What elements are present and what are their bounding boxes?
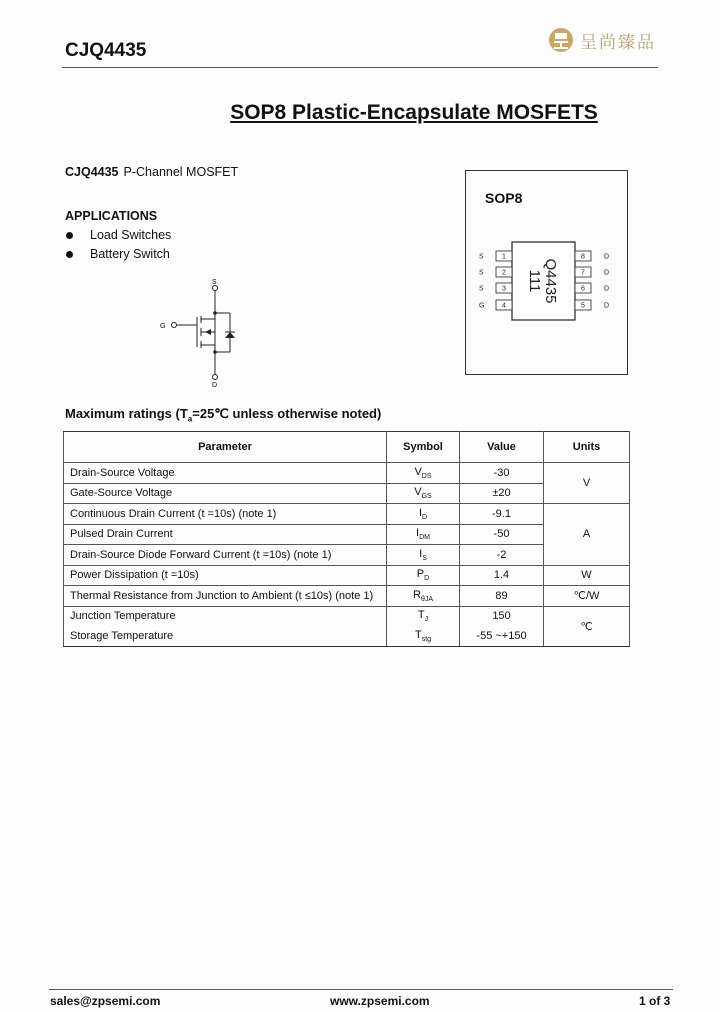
footer-divider bbox=[49, 989, 673, 990]
table-header-row bbox=[64, 432, 630, 463]
symbol-cell: $I_{DM}$ bbox=[387, 524, 460, 545]
param-cell: Gate-Source Voltage bbox=[64, 483, 387, 504]
ratings-title-sub: a bbox=[187, 414, 193, 424]
symbol-cell: $V_{GS}$ bbox=[387, 483, 460, 504]
pin-label: D bbox=[604, 253, 610, 261]
pin-right bbox=[575, 251, 609, 261]
header-divider bbox=[62, 67, 658, 68]
gate-label: G bbox=[160, 323, 166, 330]
bullet-icon bbox=[66, 232, 73, 239]
param-cell: Thermal Resistance from Junction to Ambient (t ≤10s) (note 1) bbox=[64, 586, 387, 607]
sop8-package bbox=[470, 235, 620, 325]
param-cell: Pulsed Drain Current bbox=[64, 524, 387, 545]
value-cell: -50 bbox=[460, 524, 544, 545]
table-row bbox=[64, 586, 630, 607]
pin-label: S bbox=[479, 285, 484, 293]
chip-marking-part: Q4435 bbox=[542, 258, 559, 304]
pin-number: 6 bbox=[581, 285, 585, 293]
unit-cell: ℃/W bbox=[544, 586, 630, 607]
source-label: S bbox=[212, 279, 217, 286]
page-title: SOP8 Plastic-Encapsulate MOSFETS bbox=[230, 101, 598, 124]
param-cell: Junction Temperature bbox=[64, 606, 387, 626]
application-label: Battery Switch bbox=[90, 247, 170, 261]
brand-logo bbox=[548, 27, 656, 53]
pin-label: D bbox=[604, 285, 610, 293]
ratings-table bbox=[63, 431, 630, 647]
footer-page-number: 1 of 3 bbox=[639, 994, 671, 1008]
drain-label: D bbox=[212, 382, 218, 389]
value-cell: 1.4 bbox=[460, 565, 544, 586]
header-part-number: CJQ4435 bbox=[65, 40, 147, 61]
package-name: SOP8 bbox=[485, 190, 523, 206]
pin-number: 5 bbox=[581, 302, 585, 310]
header-units: Units bbox=[544, 432, 630, 463]
application-label: Load Switches bbox=[90, 228, 172, 242]
brand-logo-icon bbox=[548, 27, 574, 53]
header-symbol: Symbol bbox=[387, 432, 460, 463]
pin-number: 2 bbox=[502, 269, 506, 277]
device-subtitle bbox=[65, 165, 238, 179]
param-cell: Storage Temperature bbox=[64, 626, 387, 646]
bullet-icon bbox=[66, 251, 73, 258]
pin-label: D bbox=[604, 302, 610, 310]
param-cell: Power Dissipation (t =10s) bbox=[64, 565, 387, 586]
ratings-title-text: Maximum ratings (T bbox=[65, 406, 188, 421]
pin-left bbox=[479, 283, 512, 293]
table-row bbox=[64, 504, 630, 525]
subtitle-part: CJQ4435 bbox=[65, 165, 119, 179]
subtitle-type: P-Channel MOSFET bbox=[123, 165, 239, 179]
unit-cell: ℃ bbox=[544, 606, 630, 646]
pin-right bbox=[575, 267, 609, 277]
pin-number: 1 bbox=[502, 253, 506, 261]
list-item bbox=[66, 247, 170, 261]
pin-left bbox=[479, 251, 512, 261]
table-row bbox=[64, 565, 630, 586]
pin-number: 4 bbox=[502, 302, 506, 310]
table-row bbox=[64, 606, 630, 626]
header-parameter: Parameter bbox=[64, 432, 387, 463]
symbol-cell: $V_{DS}$ bbox=[387, 463, 460, 484]
pin-label: S bbox=[479, 253, 484, 261]
symbol-cell: $T_{stg}$ bbox=[387, 626, 460, 646]
value-cell: -55 ~+150 bbox=[460, 626, 544, 646]
table-row bbox=[64, 463, 630, 484]
pin-right bbox=[575, 300, 609, 310]
unit-cell: V bbox=[544, 463, 630, 504]
pin-label: G bbox=[479, 302, 485, 310]
pin-number: 8 bbox=[581, 253, 585, 261]
symbol-cell: $T_J$ bbox=[387, 606, 460, 626]
list-item bbox=[66, 228, 171, 242]
value-cell: 150 bbox=[460, 606, 544, 626]
pin-number: 7 bbox=[581, 269, 585, 277]
pin-number: 3 bbox=[502, 285, 506, 293]
symbol-cell: $I_S$ bbox=[387, 545, 460, 566]
param-cell: Drain-Source Voltage bbox=[64, 463, 387, 484]
chip-marking-lot: 111 bbox=[526, 269, 543, 293]
mosfet-schematic bbox=[150, 275, 260, 390]
param-cell: Drain-Source Diode Forward Current (t =10s) (note 1) bbox=[64, 545, 387, 566]
value-cell: 89 bbox=[460, 586, 544, 607]
applications-heading: APPLICATIONS bbox=[65, 209, 158, 223]
value-cell: -9.1 bbox=[460, 504, 544, 525]
symbol-cell: $P_D$ bbox=[387, 565, 460, 586]
brand-name: 呈尚臻品 bbox=[580, 32, 656, 52]
symbol-cell: $I_D$ bbox=[387, 504, 460, 525]
pin-left bbox=[479, 300, 512, 310]
pin-label: D bbox=[604, 269, 610, 277]
footer-email[interactable]: sales@zpsemi.com bbox=[50, 994, 161, 1008]
pin-label: S bbox=[479, 269, 484, 277]
pin-left bbox=[479, 267, 512, 277]
ratings-title-rest: =25℃ unless otherwise noted) bbox=[192, 406, 382, 421]
value-cell: ±20 bbox=[460, 483, 544, 504]
header-value: Value bbox=[460, 432, 544, 463]
value-cell: -2 bbox=[460, 545, 544, 566]
symbol-cell: $R_{\theta JA}$ bbox=[387, 586, 460, 607]
ratings-title bbox=[65, 406, 381, 424]
unit-cell: A bbox=[544, 504, 630, 566]
value-cell: -30 bbox=[460, 463, 544, 484]
footer-website[interactable]: www.zpsemi.com bbox=[330, 994, 430, 1008]
unit-cell: W bbox=[544, 565, 630, 586]
param-cell: Continuous Drain Current (t =10s) (note 1) bbox=[64, 504, 387, 525]
pin-right bbox=[575, 283, 609, 293]
